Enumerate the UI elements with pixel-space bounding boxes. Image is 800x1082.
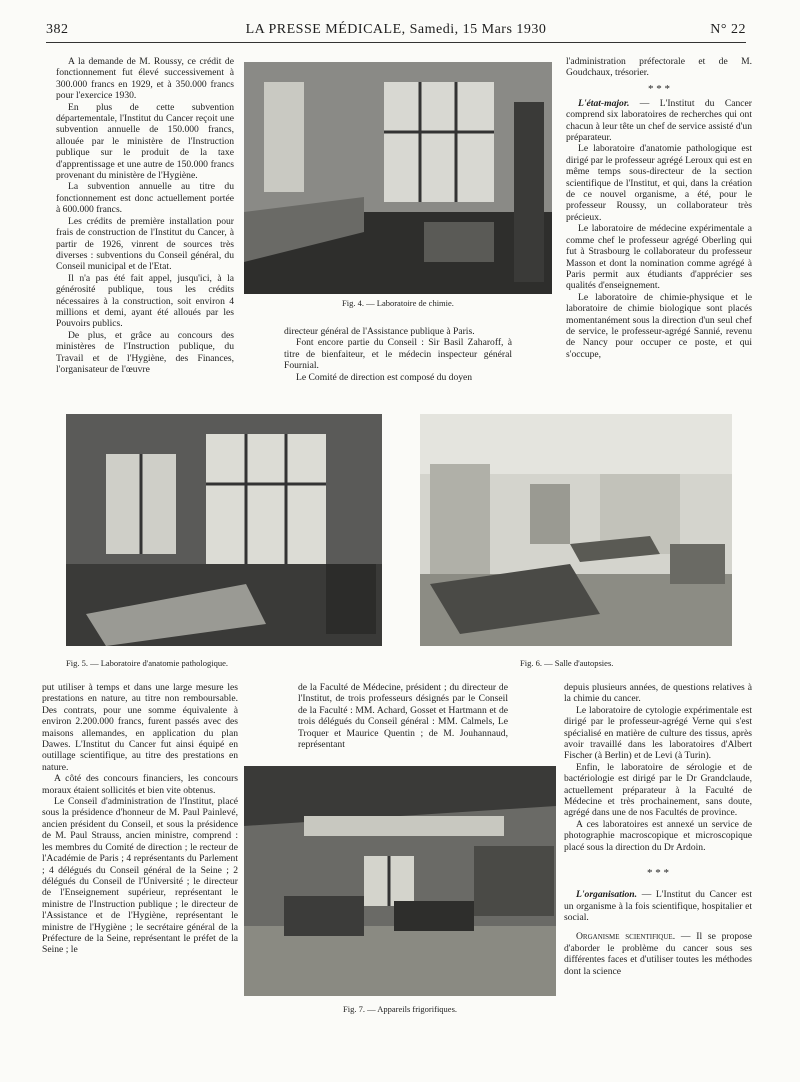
journal-title: LA PRESSE MÉDICALE, Samedi, 15 Mars 1930 <box>245 22 547 37</box>
column-right-bottom <box>564 682 752 977</box>
page-header <box>46 22 746 42</box>
figure-6-caption: Fig. 6. — Salle d'autopsies. <box>520 658 614 668</box>
paragraph: l'administration préfectorale et de M. Goudchaux, trésorier. <box>566 56 752 79</box>
paragraph: A côté des concours financiers, les concours moraux étaient sollicités et bien vite obtenus. <box>42 773 238 796</box>
header-rule <box>46 42 746 43</box>
paragraph: De plus, et grâce au concours des ministères de l'Instruction publique, du Travail et de l'Hygiène, des Finances, l'organisateur de l'œuvre <box>56 329 234 375</box>
column-left-top <box>56 56 234 375</box>
column-middle-top <box>284 326 512 383</box>
paragraph: depuis plusieurs années, de questions relatives à la chimie du cancer. <box>564 682 752 705</box>
figure-5-photo <box>66 414 382 646</box>
paragraph: En plus de cette subvention départementale, l'Institut du Cancer reçoit une subvention annuelle de 150.000 francs, allouée par le ministère de l'Instruction publique sur le produit de la taxe d'apprentissage et une autre de 150.000 francs provenant du ministère de l'Hygiène. <box>56 101 234 182</box>
column-middle-bottom <box>298 682 508 750</box>
section-title: L'état-major. <box>578 97 630 109</box>
figure-6-photo <box>420 414 732 646</box>
figure-4-photo <box>244 62 552 294</box>
issue-number: N° 22 <box>710 22 746 37</box>
laboratory-pathology-image <box>66 414 382 646</box>
figure-5-caption: Fig. 5. — Laboratoire d'anatomie pathologique. <box>66 658 229 668</box>
paragraph: Le Comité de direction est composé du doyen <box>296 371 473 383</box>
paragraph: Il n'a pas été fait appel, jusqu'ici, à la générosité publique, tous les crédits nécessaires à la construction, soit environ 4 millions et demi, ayant été alloués par les Pouvoirs publics. <box>56 272 234 330</box>
paragraph-text: — Il se propose d'aborder le problème du cancer sous ses différentes faces et d'utiliser toutes les méthodes dont la science <box>564 931 753 977</box>
paragraph: directeur général de l'Assistance publique à Paris. <box>284 326 475 337</box>
section-separator: * * * <box>647 867 669 880</box>
autopsy-room-image <box>420 414 732 646</box>
paragraph: Le Conseil d'administration de l'Institut, placé sous la présidence d'honneur de M. Paul Painlevé, ancien président du Conseil, et sous la présidence de M. Paul Strauss, ancien ministre, comprend : les membres du Comité de direction ; le recteur de l'Académie de Paris ; 4 représentants du Parlement ; 4 délégués du Conseil général de la Seine ; 2 délégués du Conseil de l'Université ; le directeur de l'Enseignement supérieur, représentant le ministre de l'Instruction publique ; le directeur de l'Assistance et de l'Hygiène, représentant le ministre de l'Hygiène ; le secrétaire général de la Préfecture de la Seine, représentant le préfet de la Seine ; le <box>42 796 238 956</box>
paragraph: Les crédits de première installation pour frais de construction de l'Institut du Cancer, à partir de 1926, vinrent de sources très diverses : subventions du Conseil général, du Conseil municipal et de l'Etat. <box>56 215 234 273</box>
section-separator: * * * <box>648 82 670 95</box>
paragraph-organisation <box>564 889 752 923</box>
column-right-top <box>566 56 752 360</box>
paragraph: de la Faculté de Médecine, président ; du directeur de l'Institut, de trois professeurs désignés par le Conseil de la Faculté : MM. Achard, Gosset et Hartmann et de trois délégués du Conseil général : MM. Calmels, Le Troquer et Maurice Quentin ; de M. Jouhannaud, représentant <box>298 682 508 751</box>
paragraph: A ces laboratoires est annexé un service de photographie macroscopique et microscopique placé sous la direction du Dr Ardoin. <box>564 818 752 853</box>
paragraph: Le laboratoire de chimie-physique et le laboratoire de chimie biologique sont placés momentanément sous la direction d'un seul chef de service, le professeur-agrégé Sannié, revenu de Nancy pour occuper ce poste, et qui s'occupe, <box>566 291 752 360</box>
paragraph-text: — L'Institut du Cancer comprend six laboratoires de recherches qui ont chacun à leur tête un chef de service assisté d'un préparateur. <box>566 97 752 144</box>
paragraph: A la demande de M. Roussy, ce crédit de fonctionnement fut élevé successivement à 300.000 francs en 1929, et à 350.000 francs pour l'exercice 1930. <box>56 56 234 102</box>
figure-4-caption: Fig. 4. — Laboratoire de chimie. <box>342 298 454 308</box>
paragraph: Le laboratoire d'anatomie pathologique est dirigé par le professeur agrégé Leroux qui est en même temps sous-directeur de la section scientifique de l'Institut, et qui, dans la création de ce nouvel organisme, a été, pour le professeur Roussy, un collaborateur très précieux. <box>566 143 752 223</box>
paragraph: La subvention annuelle au titre du fonctionnement est donc actuellement portée à 600.000 francs. <box>56 181 234 216</box>
paragraph: Enfin, le laboratoire de sérologie et de bactériologie est dirigé par le Dr Grandclaude, actuellement préparateur à la Faculté de Médecine et très prochainement, sans doute, agrégé dans une de nos Facultés de province. <box>564 761 752 819</box>
paragraph: put utiliser à temps et dans une large mesure les prestations en nature, au titre non remboursable. Des contrats, pour une somme équivalente à environ 2.200.000 francs, furent passés avec des maisons allemandes, en application du plan Dawes. L'Institut du Cancer fut ainsi équipé en outillage scientifique, au titre des prestations en nature. <box>42 682 238 773</box>
figure-7-caption: Fig. 7. — Appareils frigorifiques. <box>342 1004 458 1014</box>
laboratory-chemistry-image <box>244 62 552 294</box>
figure-7-photo <box>244 766 556 996</box>
refrigeration-room-image <box>244 766 556 996</box>
column-left-bottom <box>42 682 238 956</box>
paragraph-text: — L'Institut du Cancer est un organisme à la fois scientifique, hospitalier et social. <box>564 889 752 923</box>
page-number: 382 <box>46 22 69 37</box>
section-title: L'organisation. <box>576 889 638 901</box>
paragraph-scientifique <box>564 931 752 977</box>
paragraph: Le laboratoire de médecine expérimentale a comme chef le professeur agrégé Oberling qui fut à Strasbourg le collaborateur du professeur Masson et dont la nomination comme agrégé à Paris permit aux étudiants d'apprécier ses qualités d'enseignement. <box>566 223 752 292</box>
paragraph: Le laboratoire de cytologie expérimentale est dirigé par le professeur-agrégé Verne qui s'est spécialisé en matière de culture des tissus, après avoir travaillé dans les laboratoires d'Albert Fischer (à Berlin) et de Levi (à Turin). <box>564 704 752 762</box>
paragraph: Font encore partie du Conseil : Sir Basil Zaharoff, à titre de bienfaiteur, et le médecin inspecteur général Fournial. <box>284 337 512 372</box>
paragraph-etat-major <box>566 98 752 144</box>
section-title: Organisme scientifique. <box>576 931 676 943</box>
